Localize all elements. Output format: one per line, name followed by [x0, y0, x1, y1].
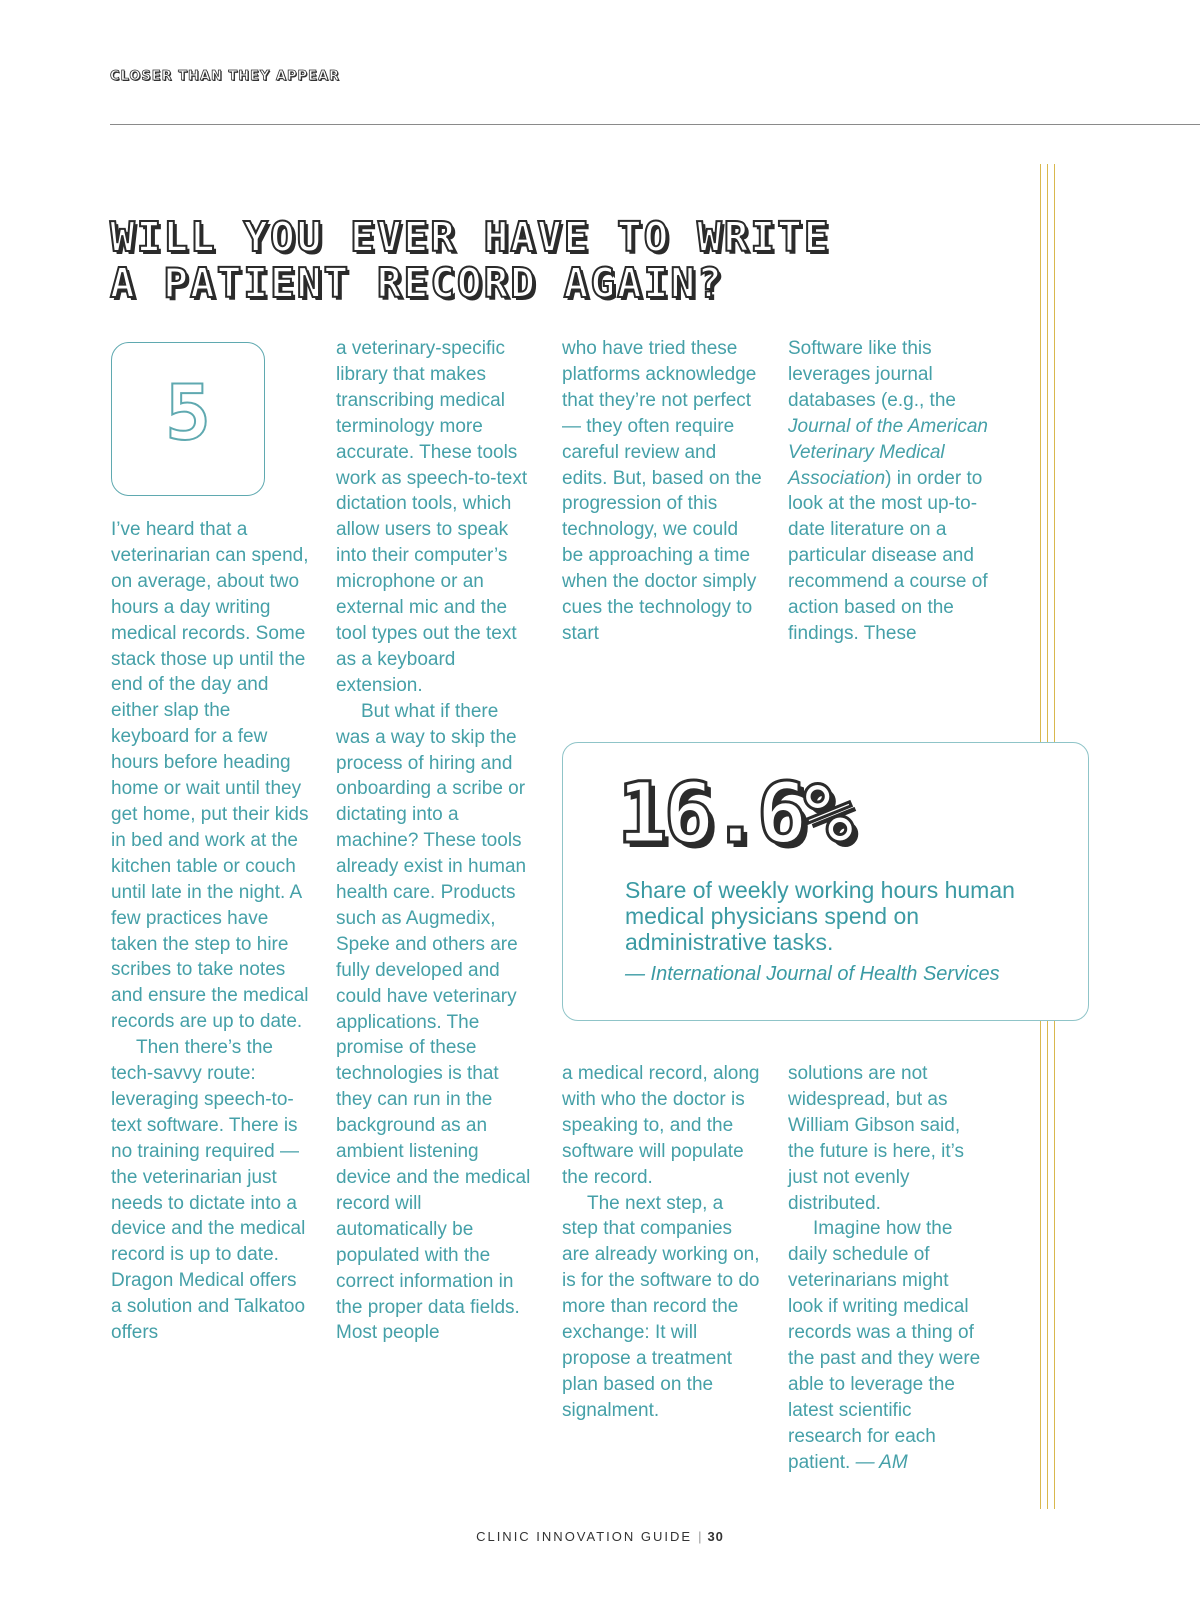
paragraph: a veterinary-specific library that makes transcribing medical terminology more accurate. These tools work as speech-to-text dictation tools, which allow users to speak into their computer’s microphone or an external mic and the tool types out the text as a keyboard extension. — [336, 338, 528, 696]
body-column-1 — [111, 517, 311, 1346]
body-column-3-bottom — [562, 1061, 762, 1424]
page-number: 30 — [707, 1529, 724, 1544]
paragraph — [788, 1216, 988, 1475]
text-run: Imagine how the daily schedule of veterinarians might look if writing medical records was a thing of the past and they were able to leverage the latest scientific research for each patient. — [788, 1218, 981, 1473]
section-kicker: CLOSER THAN THEY APPEAR — [110, 69, 341, 84]
paragraph: a medical record, along with who the doctor is speaking to, and the software will populate the record. — [562, 1063, 760, 1188]
page-footer — [0, 1529, 1200, 1544]
body-column-4-top — [788, 336, 988, 647]
header-rule — [110, 124, 1200, 125]
body-column-2 — [336, 336, 536, 1346]
author-signoff: — AM — [855, 1451, 908, 1473]
footer-separator: | — [698, 1529, 702, 1544]
paragraph: Then there’s the tech-savvy route: leveraging speech-to-text software. There is no training required — the veterinarian just needs to dictate into a device and the medical record is up to date. Dragon Medical offers a solution and Talkatoo offers — [111, 1037, 306, 1344]
body-column-4-bottom — [788, 1061, 988, 1476]
text-run: Software like this leverages journal databases (e.g., the — [788, 338, 956, 411]
item-number: 5 — [165, 367, 211, 457]
headline-line-1: WILL YOU EVER HAVE TO WRITE — [110, 213, 831, 261]
paragraph: who have tried these platforms acknowledge that they’re not perfect — they often require careful review and edits. But, based on the progression of this technology, we could be approaching a time when the doctor simply cues the technology to start — [562, 338, 762, 644]
paragraph — [788, 336, 988, 647]
paragraph: solutions are not widespread, but as William Gibson said, the future is here, it’s just not evenly distributed. — [788, 1063, 965, 1214]
journal-title: Journal of the American Veterinary Medical Association — [788, 415, 988, 489]
paragraph: The next step, a step that companies are already working on, is for the software to do more than record the exchange: It will propose a treatment plan based on the signalment. — [562, 1192, 760, 1421]
publication-name: CLINIC INNOVATION GUIDE — [476, 1529, 693, 1544]
stat-value: 16.6% — [617, 764, 850, 862]
stat-source: — International Journal of Health Services — [625, 963, 1000, 985]
item-number-badge — [111, 342, 265, 496]
paragraph: But what if there was a way to skip the process of hiring and onboarding a scribe or dictating into a machine? These tools already exist in human health care. Products such as Augmedix, Speke and others are fully developed and could have veterinary applications. The promise of these technologies is that they can run in the background as an ambient listening device and the medical record will automatically be populated with the correct information in the proper data fields. Most people — [336, 700, 531, 1344]
stat-callout-box — [562, 742, 1089, 1021]
stat-description: Share of weekly working hours human medical physicians spend on administrative tasks. — [625, 877, 1015, 955]
article-headline — [110, 214, 990, 306]
body-column-3-top — [562, 336, 762, 647]
text-run: ) in order to look at the most up-to-date literature on a particular disease and recommend a course of action based on the findings. These — [788, 467, 988, 644]
headline-line-2: A PATIENT RECORD AGAIN? — [110, 259, 724, 307]
paragraph: I’ve heard that a veterinarian can spend, on average, about two hours a day writing medical records. Some stack those up until the end of the day and either slap the keyboard for a few hours before heading home or wait until they get home, put their kids in bed and work at the kitchen table or couch until late in the night. A few practices have taken the step to hire scribes to take notes and ensure the medical records are up to date. — [111, 519, 309, 1033]
